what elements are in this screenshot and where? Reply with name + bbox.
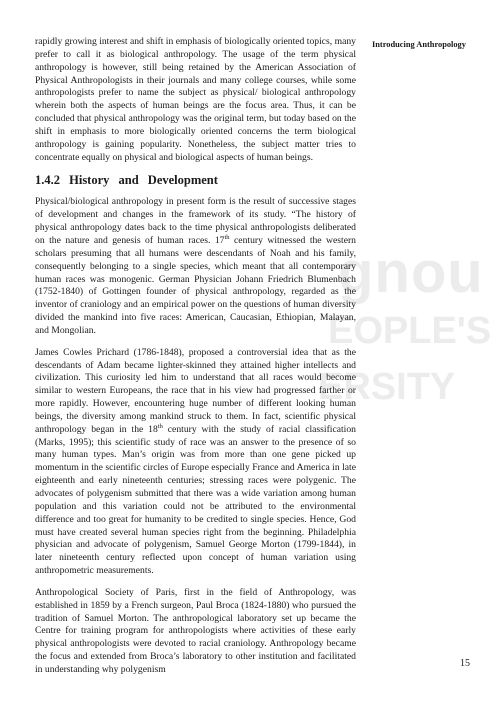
paragraph-text: Physical/biological anthropology in present form is the result of successive stages of development and changes in the framework of its study. “The history of physical anthropology dates back to the time physical anthropologists deliberated on the nature and genesis of human races. 17: [35, 196, 356, 246]
paragraph-text: century with the study of racial classification (Marks, 1995); this scientific study of race was an answer to the presence of so many human types. Man’s origin was from more than one gene picked up momentum in the scientific circles of Europe especially France and America in late eighteenth and early nineteenth centuries; stressing races were polygenic. The advocates of polygenism submitted that there was a wide variation among human population and this variation could not be attributed to the environmental difference and too great for humanity to be credited to single species. Hence, God must have created several human species right from the beginning. Philadelphia physician and advocate of polygenism, Samuel George Morton (1799-1844), in later nineteenth century reflected upon concept of human variation using anthropometric measurements.: [35, 423, 356, 577]
main-text-column: [35, 36, 356, 686]
paragraph-history-1: [35, 196, 356, 337]
superscript-ordinal: th: [224, 233, 230, 241]
paragraph-text: James Cowles Prichard (1786-1848), proposed a controversial idea that as the descendants of Adam became lighter-skinned they attained higher intellects and civilization. This curiosity led him to understand that all races would become similar to western Europeans, the race that in his view had progressed farther or more rapidly. However, encountering huge number of different looking human beings, the diversity among mankind struck to them. In fact, scientific physical anthropology began in the 18: [35, 346, 356, 435]
watermark-line-3: ERSITY: [318, 366, 456, 408]
page-number: 15: [460, 658, 470, 669]
watermark-line-1: gnou: [338, 240, 484, 305]
watermark-line-2: EOPLE'S: [328, 310, 492, 352]
paragraph-text: century witnessed the western scholars presuming that all humans were descendants of Noah and his family, consequently belonging to a single species, which meant that all contemporary human races was monogenic. German Physician Johann Friedrich Blumenbach (1752-1840) of Gottingen founder of physical anthropology, regarded as the inventor of craniology and an empirical power on the questions of human diversity divided the mankind into five races: American, Caucasian, Ethiopian, Malayan, and Mongolian.: [35, 234, 356, 336]
paragraph-history-3: Anthropological Society of Paris, first in the field of Anthropology, was established in 1859 by a French surgeon, Paul Broca (1824-1880) who pursued the tradition of Samuel Morton. The anthropological laboratory set up became the Centre for training program for anthropologists where activities of these early physical anthropologists were devoted to racial craniology. Anthropology became the focus and extended from Broca’s laboratory to other institution and facilitated in understanding why polygenism: [35, 586, 356, 675]
intro-paragraph: rapidly growing interest and shift in emphasis of biologically oriented topics, many prefer to call it as biological anthropology. The usage of the term physical anthropology is however, still being retained by the American Association of Physical Anthropologists in their journals and many college courses, while some anthropologists prefer to name the subject as physical/ biological anthropology wherein both the aspects of human beings are the focus area. Thus, it can be concluded that physical anthropology was the original term, but today based on the shift in emphasis to more biologically oriented concerns the term biological anthropology is gaining popularity. Nonetheless, the subject matter tries to concentrate equally on physical and biological aspects of human beings.: [35, 36, 356, 163]
running-header: Introducing Anthropology: [372, 40, 466, 49]
superscript-ordinal: th: [157, 422, 163, 430]
paragraph-history-2: [35, 347, 356, 578]
section-heading: 1.4.2 History and Development: [35, 173, 218, 188]
